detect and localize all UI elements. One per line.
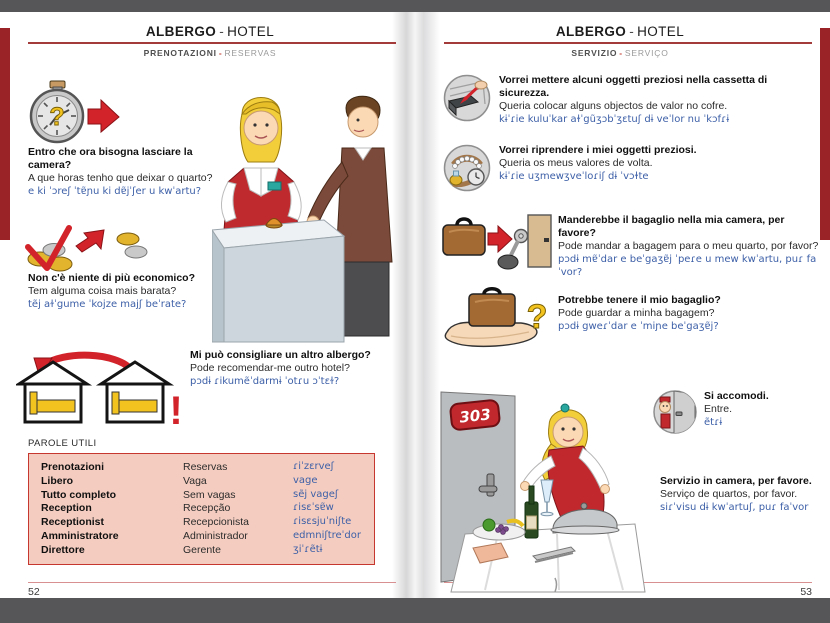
phrase-italian: Vorrei riprendere i miei oggetti preziosi. (499, 144, 697, 156)
door-number-303: 303 (458, 405, 492, 427)
send-luggage-icon (441, 210, 553, 278)
phrase-italian: Entro che ora bisogna lasciare la camera? (28, 146, 193, 171)
phrase-cheaper (28, 272, 233, 311)
other-hotel-icon (16, 348, 186, 436)
vocab-row: Receptionist Recepcionista ɾisɛsjuˈniʃte (41, 516, 352, 529)
phrase-italian: Vorrei mettere alcuni oggetti preziosi nella cassetta di sicurezza. (499, 74, 768, 99)
phrase-portuguese: A que horas tenho que deixar o quarto? (28, 172, 213, 184)
vocab-row: Tutto completo Sem vagas sẽj vageʃ (41, 488, 339, 501)
phrase-italian: Manderebbe il bagaglio nella mia camera, per favore? (558, 214, 785, 239)
vocab-row: Prenotazioni Reservas ɾiˈzɛrveʃ (41, 461, 335, 473)
phrase-italian: Mi può consigliare un altro albergo? (190, 349, 371, 361)
phrase-room-service (660, 475, 822, 514)
phrase-phonetic: pɔdɨ gweɾˈdar e ˈmiɲe beˈgaʒɐ̃j? (558, 321, 719, 332)
safe-deposit-icon (443, 74, 491, 122)
checkout-time-watch-icon (24, 80, 122, 144)
come-in-door-icon (653, 390, 697, 434)
left-section-label: PRENOTAZIONI - RESERVAS (143, 48, 277, 58)
phrase-phonetic: tẽj aɫˈgume ˈkojze majʃ beˈrate? (28, 299, 187, 310)
phrase-retrieve-valuables (499, 144, 819, 183)
phrase-italian: Si accomodi. (704, 390, 769, 402)
phrase-portuguese: Pode recomendar-me outro hotel? (190, 362, 350, 374)
phrase-come-in (704, 390, 816, 429)
phrase-phonetic: siɾˈvisu dɨ kwˈartuʃ, puɾ faˈvor (660, 502, 809, 513)
vocab-table (28, 453, 375, 565)
reception-desk-scene (212, 70, 412, 344)
phrase-portuguese: Queria colocar alguns objectos de valor no cofre. (499, 100, 728, 112)
left-page-number: 52 (28, 586, 40, 598)
left-footer-rule (28, 582, 396, 583)
phrase-phonetic: kɨˈɾie uʒmewʒveˈloɾiʃ dɨ ˈvɔɫte (499, 171, 649, 182)
vocab-row: Direttore Gerente ʒiˈɾẽtɨ (41, 543, 323, 556)
cheaper-coins-icon (24, 222, 156, 274)
phrase-portuguese: Tem alguma coisa mais barata? (28, 285, 177, 297)
phrase-keep-luggage (558, 294, 822, 333)
vocab-row: Reception Recepção ɾisɛˈsɐ̃w (41, 502, 334, 515)
phrase-phonetic: kɨˈɾie kuluˈkar aɫˈgũʒɔbˈʒɛtuʃ dɨ veˈlor nu ˈkɔfɾɨ (499, 114, 730, 125)
phrase-portuguese: Serviço de quartos, por favor. (660, 488, 798, 500)
phrase-phonetic: e ki ˈɔreʃ ˈtɐ̃ɲu ki dɐ̃jˈʃer u kwˈartu? (28, 186, 202, 197)
vocab-row: Amministratore Administrador edmniʃtreˈdor (41, 529, 362, 542)
phrase-portuguese: Pode guardar a minha bagagem? (558, 307, 715, 319)
phrase-send-luggage (558, 214, 822, 279)
phrase-italian: Servizio in camera, per favore. (660, 475, 812, 487)
phrase-italian: Potrebbe tenere il mio bagaglio? (558, 294, 721, 306)
keep-luggage-icon (441, 286, 553, 352)
right-page-number: 53 (800, 586, 812, 598)
book-cover-right-edge (820, 28, 830, 240)
svg-text:?: ? (49, 103, 65, 131)
svg-text:!: ! (169, 389, 183, 433)
vocab-row: Libero Vaga vage (41, 474, 318, 487)
book-cover-left-edge (0, 28, 10, 240)
right-title-rule (444, 42, 812, 44)
right-section-label: SERVIZIO - SERVIÇO (571, 48, 669, 58)
left-page-title: ALBERGO - HOTEL (145, 24, 275, 39)
right-page-title: ALBERGO - HOTEL (555, 24, 685, 39)
phrase-portuguese: Queria os meus valores de volta. (499, 157, 653, 169)
svg-text:?: ? (526, 298, 548, 336)
left-title-rule (28, 42, 396, 44)
phrase-deposit-valuables (499, 74, 819, 126)
phrase-phonetic: ẽtɾɨ (704, 417, 723, 428)
room-service-scene (437, 386, 659, 598)
valuables-jewelry-icon (443, 144, 491, 192)
phrase-portuguese: Entre. (704, 403, 733, 415)
phrase-phonetic: pɔdɨ mɐ̃ˈdar e beˈgaʒɐ̃j ˈpeɾe u mew kwˈartu, puɾ faˈvor? (558, 254, 817, 278)
phrase-phonetic: pɔdɨ ɾikumẽˈdarmɨ ˈotɾu ɔˈtɛɫ? (190, 376, 340, 387)
phrase-portuguese: Pode mandar a bagagem para o meu quarto, por favor? (558, 240, 819, 252)
phrase-italian: Non c'è niente di più economico? (28, 272, 196, 284)
vocab-title: PAROLE UTILI (28, 438, 97, 449)
phrase-recommend-hotel (190, 349, 408, 388)
phrase-checkout-time (28, 146, 220, 198)
